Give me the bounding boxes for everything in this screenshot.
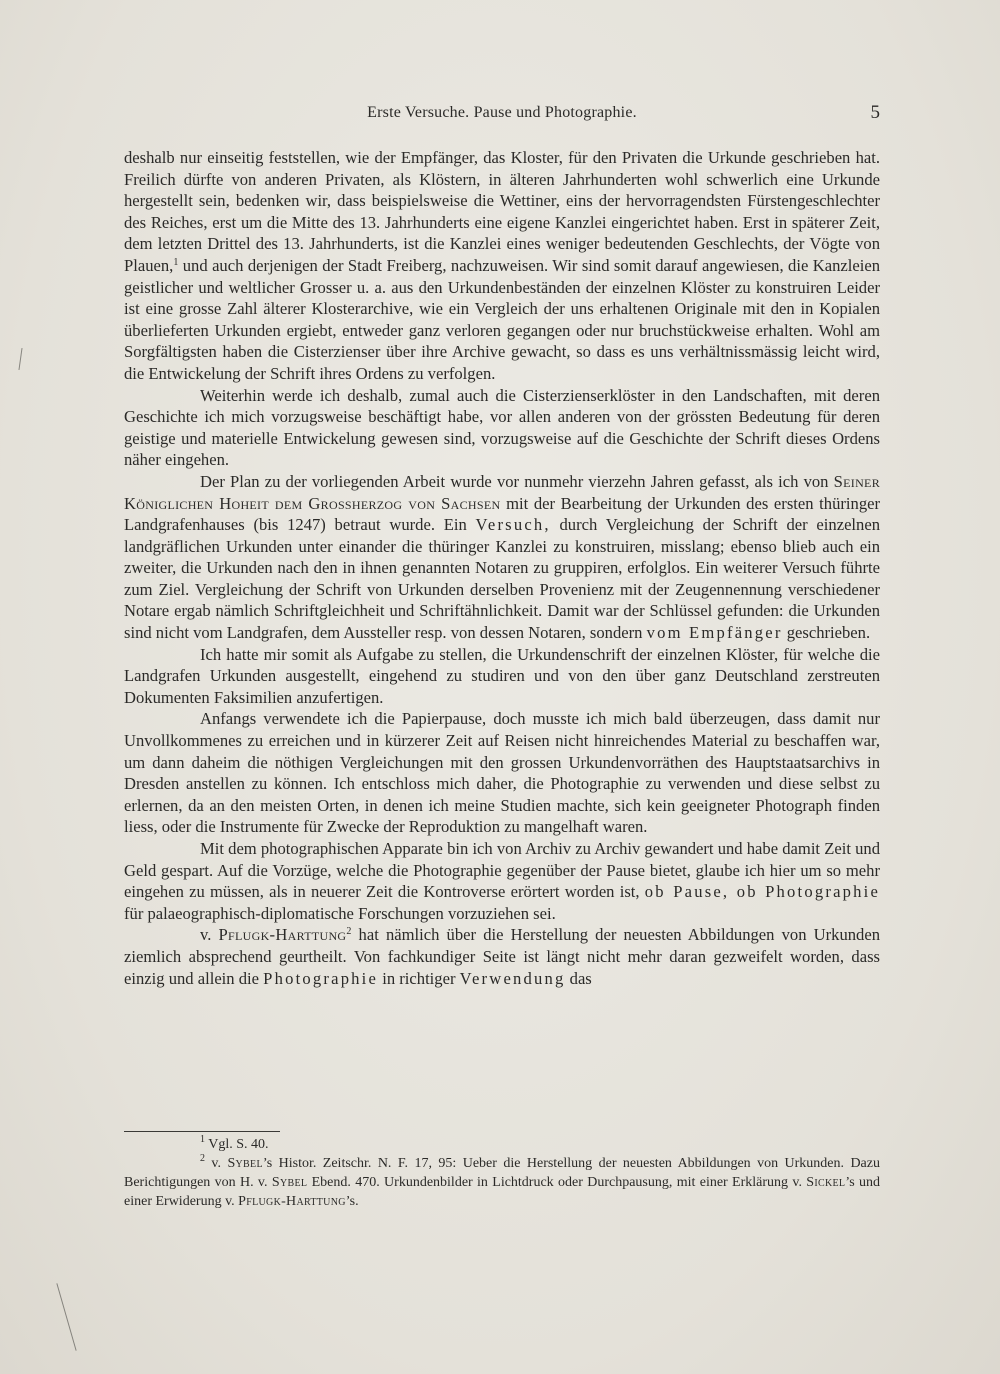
text-run: und auch derjenigen der Stadt Freiberg, nachzuweisen. Wir sind somit darauf angewiesen, die Kanzleien geistlicher und weltlicher Grosser u. a. aus den Urkundenbeständen der einzelnen Klöster zu konstruiren Leider ist eine grosse Zahl älterer Klosterarchive, wie ein Vergleich der uns erhaltenen Originale mit den in Kopialen überlieferten Urkunden ergiebt, entweder ganz verloren gegangen oder nur bruchstückweise erhalten. Wohl am Sorgfältigsten haben die Cisterzienser über ihre Archive gewacht, so dass es uns verhältnissmässig leicht wird, die Entwickelung der Schrift ihres Ordens zu verfolgen. — [124, 255, 880, 383]
text-run: geschrieben. — [782, 623, 871, 643]
spaced-emphasis: vom Empfänger — [646, 623, 783, 643]
margin-pencil-mark — [18, 348, 22, 370]
text-run: das — [565, 968, 592, 988]
footnote-text: Ebend. 470. Urkundenbilder in Lichtdruck oder Durchpausung, mit einer Erklärung v. — [307, 1175, 807, 1190]
spaced-emphasis: Versuch, — [475, 515, 551, 535]
small-caps-name: Pflugk-Harttung — [218, 925, 347, 945]
footnote-text: ’s. — [345, 1194, 359, 1209]
small-caps-name: Pflugk-Harttung — [238, 1194, 346, 1209]
footnote-mark: 2 — [200, 1153, 205, 1164]
footnotes — [124, 1135, 880, 1211]
paragraph-3 — [124, 471, 880, 644]
footnote-text: Vgl. S. 40. — [205, 1137, 269, 1152]
paragraph-4: Ich hatte mir somit als Aufgabe zu stellen, die Urkundenschrift der einzelnen Klöster, für welche die Landgrafen Urkunden ausgestellt, eingehend zu studiren und von den über ganz Deutschland zerstreuten Dokumenten Faksimilien anzufertigen. — [124, 644, 880, 707]
small-caps-name: Sybel — [227, 1156, 263, 1171]
text-run: Der Plan zu der vorliegenden Arbeit wurde vor nunmehr vierzehn Jahren gefasst, als ich von — [200, 471, 834, 491]
paragraph-5: Anfangs verwendete ich die Papierpause, doch musste ich mich bald überzeugen, dass damit nur Unvollkommenes zu erreichen und in kürzerer Zeit auf Reisen nicht hinreichendes Material zu beschaffen war, um dann daheim die nöthigen Vergleichungen mit den grossen Urkundenvorräthen des Hauptstaatsarchivs in Dresden anstellen zu können. Ich entschloss mich daher, die Photographie zu verwenden und diese selbst zu erlernen, da an den meisten Orten, in denen ich meine Studien machte, sich kein geeigneter Photograph finden liess, oder die Instrumente für Zwecke der Reproduktion zu mangelhaft waren. — [124, 709, 880, 837]
spaced-emphasis: Photographie — [263, 968, 379, 988]
main-text — [124, 147, 880, 989]
text-run: hat nämlich über die Herstellung der neuesten Abbildungen von Urkunden ziemlich absprechend geurtheilt. Von fachkundiger Seite ist längt nicht mehr daran gezweifelt worden, dass einzig und allein die — [124, 925, 880, 988]
footnote-text: ’s und einer Erwiderung v. — [124, 1175, 881, 1209]
small-caps-dedication: Seiner Königlichen Hoheit dem Grossherzog von Sachsen — [124, 471, 880, 513]
footnote-mark: 1 — [200, 1134, 205, 1145]
text-run: deshalb nur einseitig feststellen, wie der Empfänger, das Kloster, für den Privaten die Urkunde geschrieben hat. Freilich dürfte von anderen Privaten, als Klöstern, in älteren Jahrhunderten wohl schwerlich eine Urkunde hergestellt sein, bedenken wir, dass beispielsweise die Wettiner, eins der hervorragendsten Fürstengeschlechter des Reiches, erst um die Mitte des 13. Jahrhunderts eine eigene Kanzlei eingerichtet haben. Erst in späterer Zeit, dem letzten Drittel des 13. Jahrhunderts, ist die Kanzlei eines weniger bedeutenden Geschlechts, der Vögte von Plauen, — [124, 148, 880, 275]
footnote-text: v. — [205, 1156, 228, 1171]
text-run: durch Vergleichung der Schrift der einzelnen landgräflichen Urkunden unter einander die thüringer Kanzlei zu konstruiren, misslang; ebenso blieb auch ein zweiter, die Urkunden nach den in ihnen genannten Notaren zu gruppiren, erfolglos. Ein weiterer Versuch führte zum Ziel. Vergleichung der Schrift von Urkunden derselben Provenienz mit der Zeugennennung verschiedener Notare ergab nämlich Schriftgleichheit und Schriftähnlichkeit. Damit war der Schlüssel gefunden: die Urkunden sind nicht vom Landgrafen, dem Aussteller resp. von dessen Notaren, sondern — [124, 515, 881, 643]
spaced-emphasis: Verwendung — [459, 968, 566, 988]
paragraph-1 — [124, 147, 880, 385]
page-number: 5 — [870, 102, 880, 123]
spaced-emphasis: ob Pause, ob Photographie — [644, 882, 881, 902]
small-caps-name: Sybel — [271, 1175, 308, 1190]
running-head — [124, 104, 880, 128]
text-run: Mit dem photographischen Apparate bin ich von Archiv zu Archiv gewandert und habe damit Zeit und Geld gespart. Auf die Vorzüge, welche die Photographie gegenüber der Pause bietet, glaube ich hier um so mehr eingehen zu müssen, als in neuerer Zeit die Kontroverse erörtert worden ist, — [124, 839, 880, 902]
text-run: mit der Bearbeitung der Urkunden des ersten thüringer Landgrafenhauses (bis 1247) betraut wurde. Ein — [124, 493, 881, 535]
footnote-rule — [124, 1131, 280, 1132]
margin-pencil-mark — [56, 1283, 76, 1351]
paragraph-6 — [124, 838, 880, 924]
paragraph-2: Weiterhin werde ich deshalb, zumal auch die Cisterzienserklöster in den Landschaften, mit deren Geschichte ich mich vorzugsweise beschäftigt habe, vor allen anderen von der grössten Bedeutung für deren geistige und materielle Entwickelung gewesen sind, vorzugsweise auf die Geschichte der Schrift dieses Ordens näher eingehen. — [124, 385, 880, 470]
paragraph-7 — [124, 924, 880, 989]
text-run: in richtiger — [378, 968, 460, 988]
text-run: v. — [200, 925, 219, 945]
footnote-text: ’s Histor. Zeitschr. N. F. 17, 95: Ueber die Herstellung der neuesten Abbildungen von Urkunden. Dazu Berichtigungen von H. v. — [124, 1156, 880, 1190]
footnote-1 — [124, 1135, 880, 1154]
text-run: für palaeographisch-diplomatische Forschungen vorzuziehen sei. — [124, 903, 556, 923]
small-caps-name: Sickel — [806, 1175, 846, 1190]
running-title: Erste Versuche. Pause und Photographie. — [367, 104, 637, 121]
footnote-2 — [124, 1154, 880, 1211]
footnote-ref-1: 1 — [173, 256, 179, 268]
footnote-ref-2: 2 — [346, 926, 352, 938]
